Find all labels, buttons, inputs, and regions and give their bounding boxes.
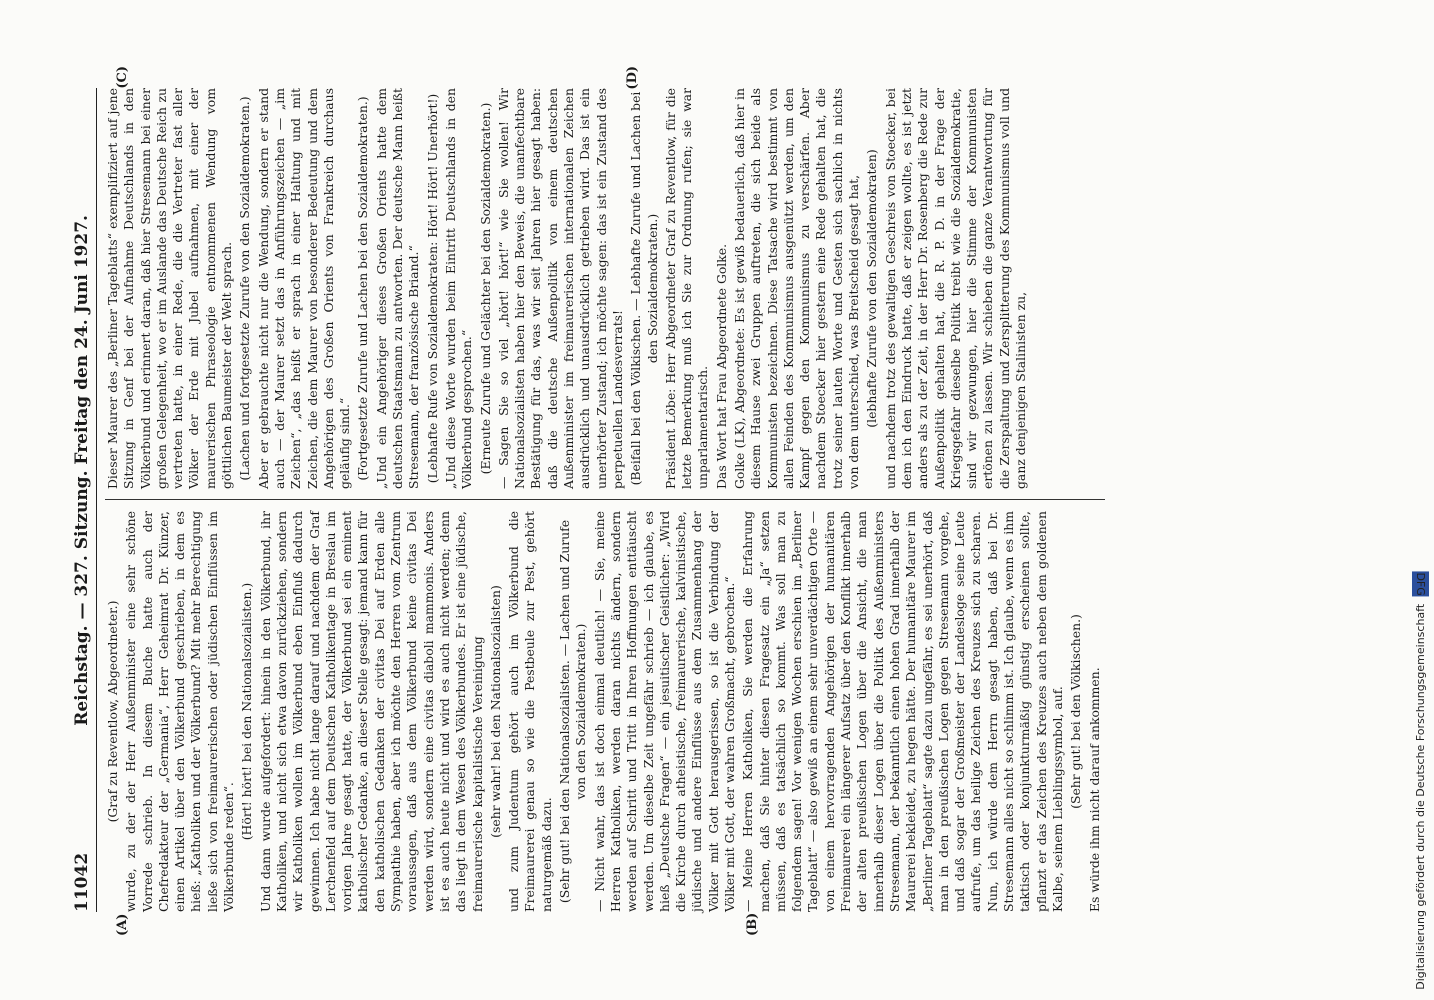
page-number: 11042	[72, 852, 92, 912]
header-right-label: Freitag den 24. Juni 1927.	[72, 215, 92, 465]
page-header	[72, 88, 97, 912]
digitization-credit	[1410, 10, 1430, 990]
text-columns	[105, 66, 1105, 936]
paragraph: und nachdem trotz des gewaltigen Geschreis von Stoecker, bei dem ich den Eindruck hatte, daß er zeigen wollte, es ist jetzt anders als zu der Zeit, in der Herr Dr. Rosenberg die Rede zur Außenpolitik gehalten hat, die R. P. D. in der Frage der Kriegsgefahr dieselbe Politik treibt wie die Sozialdemokratie, sind wir gezwungen, hier die Stimme der Kommunisten ertönen zu lassen. Wir schieben die ganze Verantwortung für die Zerspaltung und Zersplitterung des Kommunismus voll und ganz denjenigen Stalinisten zu,	[882, 88, 1029, 489]
paragraph: Golke (LK), Abgeordnete: Es ist gewiß bedauerlich, daß hier in diesem Hause zwei Gruppen auftreten, die sich beide als Kommunisten bezeichnen. Diese Tatsache wird bestimmt von allen Feinden des Kommunismus ausgenützt werden, um den Kampf gegen den Kommunismus zu verschärfen. Aber nachdem Stoecker hier gestern eine Rede gehalten hat, die trotz seiner lauten Worte und Gesten sich sachlich in nichts von dem unterschied, was Breitscheid gesagt hat,	[731, 88, 862, 489]
margin-marker-a: (A)	[115, 913, 130, 936]
dfg-logo: DFG	[1413, 572, 1427, 596]
column-divider	[105, 499, 1105, 500]
paragraph: — Meine Herren Katholiken, Sie werden die Erfahrung machen, daß Sie hinter diesen Fragesatz ein „Ja“ setzen müssen, daß es tatsächlich so kommt. Was soll man zu folgendem sagen! Vor wenigen Wochen erschien im „Berliner Tageblatt“ — also gewiß an einem sehr unverdächtigen Orte — von einem hervorragenden Angehörigen der humanitären Freimaurerei ein längerer Aufsatz über den Konflikt innerhalb der alten preußischen Logen über die Ansicht, die man innerhalb dieser Logen über die Politik des Außenministers Stresemann, der bekanntlich einen hohen Grad innerhalb der Maurerei bekleidet, zu hegen hätte. Der humanitäre Maurer im „Berliner Tageblatt“ sagte dazu ungefähr, es sei unerhört, daß man in den preußischen Logen gegen Stresemann vorgehe, und daß sogar der Großmeister der Landesloge seine Leute aufrufe, um das heilige Zeichen des Kreuzes sich zu scharen. Nun, ich würde dem Herrn gesagt haben, daß bei Dr. Stresemann alles nicht so schlimm ist. Ich glaube, wenn es ihm taktisch oder konjunkturmäßig günstig erscheinen sollte, pflanzt er das Zeichen des Kreuzes auch neben dem goldenen Kalbe, seinem Lieblingssymbol, auf.	[740, 511, 1065, 912]
paragraph: und zum Judentum gehört auch im Völkerbund die Freimaurerei genau so wie die Pestbeule zur Pest, gehört naturgemäß dazu.	[506, 511, 554, 912]
margin-marker-c: (C)	[115, 66, 130, 89]
document-page	[52, 60, 1382, 940]
paragraph: Das Wort hat Frau Abgeordnete Golke.	[713, 243, 729, 489]
paragraph: Und dann wurde aufgefordert: hinein in den Völkerbund, ihr Katholiken, und nicht sich etwa davon zurückziehen, sondern wir Katholiken wollen im Völkerbund eben Einfluß dadurch gewinnen. Ich habe nicht lange darauf und nachdem der Graf Lerchenfeld auf dem Deutschen Katholikentage in Breslau im vorigen Jahre gesagt hatte, der Völkerbund sei ein eminent katholischer Gedanke, an dieser Stelle gesagt: jemand kann für den katholischen Gedanken der civitas Dei auf Erden alle Sympathie haben, aber ich möchte den Herren vom Zentrum voraussagen, daß aus dem Völkerbund keine civitas Dei werden wird, sondern eine civitas diaboli mammonis. Anders ist es auch heute nicht und wird es auch nicht werden; denn das liegt in dem Wesen des Völkerbundes. Er ist eine jüdische, freimaurerische kapitalistische Vereinigung	[257, 511, 485, 912]
paragraph: (Lebhafte Rufe von Sozialdemokraten: Hört! Hört! Unerhört!)	[424, 93, 440, 484]
paragraph: (Beifall bei den Völkischen. — Lebhafte Zurufe und Lachen bei den Sozialdemokraten.)	[628, 91, 660, 486]
paragraph: (Sehr gut! bei den Völkischen.)	[1068, 614, 1084, 809]
left-column	[105, 511, 1105, 936]
paragraph: — Sagen Sie so viel „hört! hört!“ wie Sie wollen! Wir Nationalsozialisten haben hier den Beweis, die unanfechtbare Bestätigung für das, was wir seit Jahren hier gesagt haben: daß die deutsche Außenpolitik von einem deutschen Außenminister im freimaurerischen internationalen Zeichen ausdrücklich und unausdrücklich getrieben wird. Das ist ein unerhörter Zustand; ich möchte sagen: das ist ein Zustand des perpetuellen Landesverrats!	[495, 88, 625, 489]
paragraph: — Nicht wahr, das ist doch einmal deutlich! — Sie, meine Herren Katholiken, werden daran nichts ändern, sondern werden auf Schritt und Tritt in Ihren Hoffnungen enttäuscht werden. Um dieselbe Zeit ungefähr schrieb — ich glaube, es hieß „Deutsche Fragen“ — ein jesuitischer Geistlicher: „Wird die Kirche durch atheistische, freimaurerische, kalvinistische, jüdische und andere Einflüsse aus dem Zusammenhang der Völker mit Gott herausgerissen, so ist die Verbindung der Völker mit Gott, der wahren Großmacht, gebrochen.“	[591, 511, 737, 912]
paragraph: „Und ein Angehöriger dieses Großen Orients hatte dem deutschen Staatsmann zu antworten. Der deutsche Mann heißt Stresemann, der französische Briand.“	[373, 88, 422, 489]
margin-marker-d: (D)	[625, 66, 640, 90]
paragraph: Dieser Maurer des „Berliner Tageblatts“ exemplifiziert auf jene Sitzung in Genf bei der Aufnahme Deutschlands in den Völkerbund und erinnert daran, daß hier Stresemann bei einer großen Gelegenheit, wo er im Auslande das Deutsche Reich zu vertreten hatte, in einer Rede, die die Vertreter fast aller Völker der Erde mit Jubel aufnahmen, mit einer der maurerischen Phraseologie entnommenen Wendung vom göttlichen Baumeister der Welt sprach.	[105, 88, 235, 489]
margin-marker-b: (B)	[745, 912, 760, 936]
header-title	[72, 88, 92, 853]
paragraph: (lebhafte Zurufe von den Sozialdemokraten)	[864, 149, 880, 428]
header-left-label: Reichstag. — 327. Sitzung.	[72, 470, 92, 726]
digitization-credit-text: Digitalisierung gefördert durch die Deutsche Forschungsgemeinschaft	[1413, 604, 1427, 990]
paragraph: (Sehr gut! bei den Nationalsozialisten. — Lachen und Zurufe von den Sozialdemokraten.)	[557, 519, 589, 904]
paragraph: (Hört! hört! bei den Nationalsozialisten.)	[239, 582, 255, 841]
paragraph: (Lachen und fortgesetzte Zurufe von den Sozialdemokraten.)	[237, 96, 253, 481]
paragraph: (Erneute Zurufe und Gelächter bei den Sozialdemokraten.)	[477, 102, 493, 475]
paragraph: Präsident Löbe: Herr Abgeordneter Graf zu Reventlow, für die letzte Bemerkung muß ich Sie zur Ordnung rufen; sie war unparlamentarisch.	[662, 88, 711, 489]
right-column	[105, 66, 1105, 489]
paragraph: (Graf zu Reventlow, Abgeordneter.)	[105, 600, 120, 823]
paragraph: wurde, zu der der Herr Außenminister eine sehr schöne Vorrede schrieb. In diesem Buche hatte auch der Chefredakteur der „Germania“, Herr Geheimrat Dr. Künzer, einen Artikel über den Völkerbund geschrieben, in dem es hieß: „Katholiken und der Völkerbund? Mit mehr Berechtigung ließe sich von freimaurerischen oder jüdischen Einflüssen im Völkerbunde reden“.	[123, 511, 237, 912]
paragraph: Es würde ihm nicht darauf ankommen.	[1086, 667, 1102, 912]
paragraph: Aber er gebrauchte nicht nur die Wendung, sondern er stand auch — der Maurer setzt das in Anführungszeichen — „im Zeichen“, „das heißt er sprach in einer Haltung und mit Zeichen, die dem Maurer von besonderer Bedeutung und dem Angehörigen des Großen Orients von Frankreich durchaus geläufig sind.“	[255, 88, 353, 489]
paragraph: (sehr wahr! bei den Nationalsozialisten)	[487, 585, 503, 838]
paragraph: „Und diese Worte wurden beim Eintritt Deutschlands in den Völkerbund gesprochen.“	[442, 88, 475, 489]
paragraph: (Fortgesetzte Zurufe und Lachen bei den Sozialdemokraten.)	[355, 96, 371, 481]
